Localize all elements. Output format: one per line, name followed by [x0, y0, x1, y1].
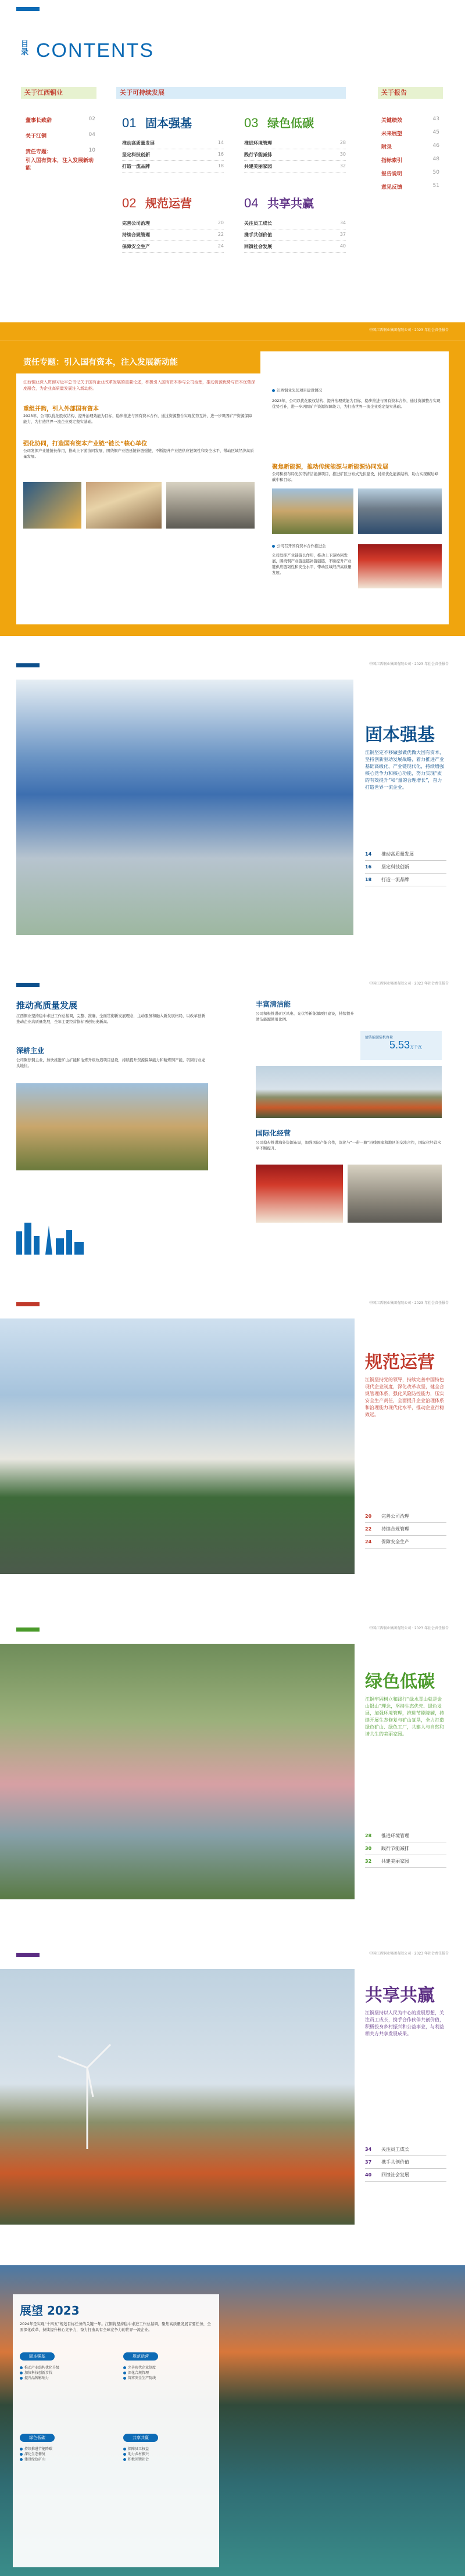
feature-heading-3: 聚焦新能源，推动传统能源与新能源协同发展	[272, 464, 388, 470]
contents-page	[0, 0, 465, 290]
feature-body-2: 公司发挥产业链链长作用，推动上下游协同发展，围绕铜产业链延链补链强链，不断提升产业链供应链韧性和安全水平，带动区域经济高质量发展。	[23, 448, 254, 459]
outlook-panel	[13, 2294, 219, 2567]
sublist-item[interactable]: 18 打造一流品牌	[365, 874, 446, 886]
toc-link[interactable]: 打造一流品牌 18	[122, 161, 224, 173]
toc-link[interactable]: 共建美丽家园 32	[244, 161, 346, 173]
subheading-international: 国际化经营	[256, 1129, 291, 1137]
chapter-01-page	[0, 656, 465, 958]
sublist-item[interactable]: 28 推进环境管理	[365, 1830, 446, 1842]
landscape-photo	[272, 488, 353, 534]
column-heading-about-report: 关于报告	[378, 87, 443, 99]
sublist-item[interactable]: 22 持续合规管理	[365, 1523, 446, 1536]
outlook-intro: 2024年是实现“十四五”规划目标任务的关键一年。江铜将坚持稳中求进工作总基调，聚焦高质量发展首要任务，全面深化改革，持续提升核心竞争力，奋力打造具有全球竞争力的世界一流企业。	[20, 2322, 211, 2332]
stat-value: 5.53万千瓦	[389, 1039, 423, 1051]
chapter-intro: 江铜坚持以人民为中心的发展思想，关注员工成长，携手合作伙伴共创价值，积极投身乡村振兴和公益事业，与利益相关方共享发展成果。	[365, 2010, 444, 2036]
toc-link[interactable]: 坚定科技创新 16	[122, 149, 224, 161]
stat-label: 清洁能源装机容量	[365, 1036, 394, 1040]
subheading-core-business: 深耕主业	[16, 1047, 45, 1055]
chapter-04-page	[0, 1946, 465, 2248]
running-header: 中国江西铜业集团有限公司 · 2023 年社会责任报告	[369, 1952, 449, 1956]
toc-section-04: 04 共享共赢 关注员工成长 34 携手共创价值 37 回馈社会发展 40	[244, 194, 346, 253]
sublist-item[interactable]: 30 践行节能减排	[365, 1842, 446, 1855]
feature-title: 责任专题：引入国有资本，注入发展新动能	[23, 358, 178, 367]
header-tab	[16, 663, 40, 667]
chapter-sublist	[365, 2143, 446, 2182]
feature-heading-2: 强化协同，打造国有资本产业链“链长”核心单位	[23, 441, 148, 447]
toc-link[interactable]: 携手共创价值 37	[244, 229, 346, 241]
toc-link[interactable]: 意见反馈 51	[381, 183, 439, 191]
sublist-item[interactable]: 32 共建美丽家园	[365, 1855, 446, 1868]
toc-link[interactable]: 指标索引 48	[381, 156, 439, 164]
outlook-items: 推动产业结构优化升级 加快科技创新步伐 提升品牌影响力	[20, 2365, 113, 2381]
right-toc-list	[381, 116, 439, 196]
feature-body-4: 公司发挥产业链链长作用，推动上下游协同发展，围绕铜产业链延链补链强链，不断提升产业链供应链韧性和安全水平，带动区域经济高质量发展。	[272, 553, 352, 575]
toc-link-subline[interactable]: 引入国有资本，注入发展新动能	[26, 158, 94, 171]
body-international: 公司稳步推进海外资源布局，加强国际产能合作，深化与“一带一路”沿线国家和地区的交流合作，国际化经营水平不断提升。	[256, 1140, 441, 1151]
toc-link[interactable]: 推进环境管理 28	[244, 138, 346, 149]
header-tab	[16, 983, 40, 987]
mine-landscape-photo	[16, 1083, 208, 1170]
toc-link[interactable]: 践行节能减排 30	[244, 149, 346, 161]
feature-panel	[16, 351, 449, 624]
outlook-items: 完善现代企业制度 深化合规管理 筑牢安全生产防线	[123, 2365, 210, 2381]
toc-section-03: 03 绿色低碳 推进环境管理 28 践行节能减排 30 共建美丽家园 32	[244, 114, 346, 173]
toc-section-02: 02 规范运营 完善公司治理 20 持续合规管理 22 保障安全生产 24	[122, 194, 224, 253]
subheading-clean-energy: 丰富清洁能	[256, 1000, 291, 1008]
toc-link[interactable]: 保障安全生产 24	[122, 241, 224, 253]
sublist-item[interactable]: 20 完善公司治理	[365, 1510, 446, 1523]
chapter-sublist	[365, 848, 446, 886]
running-header: 中国江西铜业集团有限公司 · 2023 年社会责任报告	[369, 328, 449, 332]
body-clean-energy: 公司积极推进矿区风电、光伏等新能源项目建设，持续提升清洁能源使用比例。	[256, 1011, 354, 1022]
sublist-item[interactable]: 14 推动高质量发展	[365, 848, 446, 861]
toc-link[interactable]: 推动高质量发展 14	[122, 138, 224, 149]
toc-link[interactable]: 关于江铜 04	[26, 132, 95, 139]
high-quality-development-page	[0, 976, 465, 1278]
toc-link[interactable]: 回馈社会发展 40	[244, 241, 346, 253]
site-visit-photo	[348, 1165, 442, 1223]
event-photo	[358, 544, 442, 588]
toc-section-01: 01 固本强基 推动高质量发展 14 坚定科技创新 16 打造一流品牌 18	[122, 114, 224, 173]
column-heading-about-company: 关于江西铜业	[21, 87, 96, 99]
outlook-items: 保障员工权益 助力乡村振兴 积极回馈社会	[123, 2446, 210, 2462]
sublist-item[interactable]: 40 回馈社会发展	[365, 2169, 446, 2182]
meeting-photo	[256, 1165, 343, 1223]
toc-link[interactable]: 关注员工成长 34	[244, 218, 346, 229]
chapter-intro: 江铜坚持党的领导，持续完善中国特色现代企业制度，深化改革攻坚，健全合规管理体系，强化风险防控能力，压实安全生产责任，全面提升企业治理体系和治理能力现代化水平，推动企业行稳致远。	[365, 1377, 444, 1417]
toc-link[interactable]: 董事长致辞 02	[26, 116, 95, 124]
sublist-item[interactable]: 16 坚定科技创新	[365, 861, 446, 874]
chapter-title: 绿色低碳	[365, 1672, 435, 1692]
sublist-item[interactable]: 37 携手共创价值	[365, 2156, 446, 2169]
chapter-03-page	[0, 1621, 465, 1923]
outlook-tag: 绿色低碳	[20, 2434, 55, 2442]
aerial-site-photo	[0, 1644, 355, 1899]
robot-arm-photo	[16, 680, 353, 935]
solar-photo	[358, 488, 442, 534]
report-cover-image	[23, 482, 81, 529]
wind-farm-photo	[256, 1066, 442, 1118]
toc-vertical-label: 目录	[21, 40, 29, 57]
page-heading: 推动高质量发展	[16, 1000, 78, 1011]
column-heading-sustainability: 关于可持续发展	[116, 87, 346, 99]
chapter-sublist	[365, 1510, 446, 1549]
chapter-title: 共享共赢	[365, 1985, 435, 2006]
feature-body-right: 2023年，公司以优化股权结构、提升治理效能为目标，稳步推进与国有资本合作，通过资源整合实现优势互补，进一步巩固矿产资源保障能力，为打造世界一流企业奠定坚实基础。	[272, 398, 441, 409]
outlook-tag: 固本强基	[20, 2352, 55, 2361]
running-header: 中国江西铜业集团有限公司 · 2023 年社会责任报告	[369, 1301, 449, 1305]
header-tab	[16, 7, 40, 11]
outlook-title: 展望 2023	[20, 2304, 80, 2318]
feature-body-1: 2023年，公司以优化股权结构、提升治理效能为目标，稳步推进与国有资本合作，通过资源整合实现优势互补，进一步巩固矿产资源保障能力，为打造世界一流企业奠定坚实基础。	[23, 414, 252, 424]
running-header: 中国江西铜业集团有限公司 · 2023 年社会责任报告	[369, 662, 449, 666]
body-core-business: 公司聚焦铜主业，加快推进矿山扩能和冶炼升级改造项目建设，持续提升资源保障能力和精炼铜产能，巩固行业龙头地位。	[16, 1058, 205, 1068]
toc-link[interactable]: 附录 46	[381, 143, 439, 150]
header-tab	[16, 1302, 40, 1306]
wind-turbine-icon	[52, 2033, 122, 2149]
chapter-sublist	[365, 1830, 446, 1868]
office-building-photo	[0, 1318, 355, 1574]
feature-note: 江西铜业光伏项目建设情况	[272, 387, 441, 393]
sublist-item[interactable]: 24 保障安全生产	[365, 1536, 446, 1549]
toc-title: CONTENTS	[36, 39, 154, 62]
feature-heading-1: 重组并购，引入外部国有资本	[23, 406, 99, 412]
chapter-intro: 江铜牢固树立和践行“绿水青山就是金山银山”理念，坚持生态优先、绿色发展，加强环境管理，推进节能降碳，持续开展生态修复与矿山复垦，全力打造绿色矿山、绿色工厂，共建人与自然和谐共生的美丽家园。	[365, 1697, 444, 1737]
chapter-title: 规范运营	[365, 1352, 435, 1373]
quarry-photo	[86, 482, 162, 529]
toc-link[interactable]: 报告说明 50	[381, 170, 439, 177]
outlook-tag: 共享共赢	[123, 2434, 158, 2442]
outlook-page	[0, 2265, 465, 2576]
running-header: 中国江西铜业集团有限公司 · 2023 年社会责任报告	[369, 982, 449, 986]
page-intro: 江西铜业坚持稳中求进工作总基调，完整、准确、全面贯彻新发展理念，主动服务和融入新发展格局，以改革创新推动企业高质量发展，全年主要经营指标再创历史新高。	[16, 1014, 205, 1024]
plant-photo	[166, 482, 255, 529]
toc-link[interactable]: 持续合规管理 22	[122, 229, 224, 241]
chapter-02-page	[0, 1295, 465, 1597]
feature-lead: 江西铜业深入贯彻习近平总书记关于国有企业改革发展的重要论述，积极引入国有资本参与公司治理，推动资源优势与资本优势深度融合，为企业高质量发展注入新动能。	[23, 380, 255, 391]
outlook-items: 持续推进节能降碳 深化生态修复 建设绿色矿山	[20, 2446, 113, 2462]
header-tab	[16, 1627, 40, 1632]
header-tab	[16, 1953, 40, 1957]
running-header: 中国江西铜业集团有限公司 · 2023 年社会责任报告	[369, 1626, 449, 1630]
toc-link[interactable]: 完善公司治理 20	[122, 218, 224, 229]
sublist-item[interactable]: 34 关注员工成长	[365, 2143, 446, 2156]
feature-caption: 公司召开国有资本合作推进会	[272, 543, 353, 549]
toc-link[interactable]: 未来展望 45	[381, 130, 439, 137]
feature-body-3: 公司积极布局光伏等清洁能源项目，推进矿区分布式光伏建设，持续优化能源结构，助力实现碳达峰碳中和目标。	[272, 472, 438, 482]
chapter-intro: 江铜坚定不移做强做优做大国有资本，坚持创新驱动发展战略，着力推进产业基础高级化、产业链现代化，持续增强核心竞争力和核心功能，努力实现“质的有效提升”和“量的合理增长”，奋力打造世界一流企业。	[365, 750, 444, 790]
feature-spread	[0, 322, 465, 636]
clean-energy-stat	[360, 1031, 442, 1060]
chapter-title: 固本强基	[365, 725, 435, 745]
outlook-tag: 规范运营	[123, 2352, 158, 2361]
toc-link[interactable]: 关键绩效 43	[381, 116, 439, 124]
left-toc-list	[26, 116, 95, 179]
toc-link[interactable]: 责任专题： 10	[26, 148, 95, 155]
city-skyline-icon	[16, 1214, 86, 1255]
